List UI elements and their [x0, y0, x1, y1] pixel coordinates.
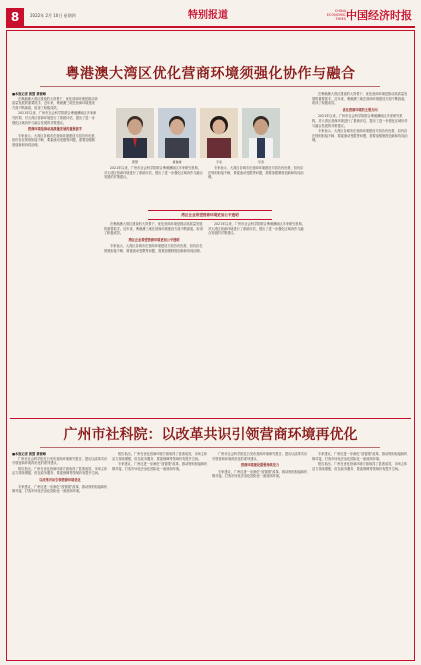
portrait-image: [200, 108, 238, 158]
subheading: 营商环境建设需要持续发力: [240, 463, 280, 468]
portrait-photo: [242, 108, 280, 158]
article1-col3: [208, 166, 306, 206]
paragraph: 在粤港澳大湾区建设的大背景下，优化营商环境是推动高质量发展的重要抓手。近年来，粤港澳三地在营商环境建设方面不断探索，取得了积极成效。: [104, 222, 203, 236]
headline-rule: [40, 86, 380, 87]
article1-headline: 粤港澳大湾区优化营商环境须强化协作与融合: [65, 66, 356, 82]
paragraph: 广州市社会科学院近日发布营商环境研究报告，提出以改革共识引领营商环境再优化的系列建议。: [212, 452, 308, 461]
paragraph: 2021年以来，广州市社会科学院联合粤港澳地区多家研究机构，对大湾区营商环境进行了系统评估，提出了进一步强化区域协作与融合发展的对策建议。: [312, 114, 408, 128]
paragraph: 报告指出，广州在优化营商环境方面取得了显著成效，市场主体活力持续增强，但在政务服务、要素保障等领域仍有提升空间。: [312, 462, 408, 471]
subheading: 以改革共识引领营商环境优化: [39, 477, 81, 482]
photo-caption: 郭慧: [131, 160, 138, 164]
paragraph: 在粤港澳大湾区建设的大背景下，优化营商环境是推动高质量发展的重要抓手。近年来，粤港澳三地在营商环境建设方面不断探索，取得了积极成效。: [12, 96, 98, 110]
paragraph: 报告指出，广州在优化营商环境方面取得了显著成效，市场主体活力持续增强，但在政务服务、要素保障等领域仍有提升空间。: [12, 466, 108, 476]
portrait-photo: [158, 108, 196, 158]
photo-caption: 学者: [257, 160, 264, 164]
article2-col2: [112, 452, 208, 652]
portrait-photo: [200, 108, 238, 158]
article2-col1: [12, 452, 108, 652]
boxed-subheading: 湾区企业希望营商环境更加公平透明: [148, 210, 272, 220]
photo-caption: 黄俊峰: [172, 160, 182, 164]
paragraph: 专家建议，广州应进一步深化“放管服”改革，推动规则衔接和机制对接，打造市场化法治化国际化一流营商环境。: [312, 452, 408, 461]
article1-col4: [312, 92, 408, 412]
paragraph: 专家建议，广州应进一步深化“放管服”改革，推动规则衔接和机制对接，打造市场化法治化国际化一流营商环境。: [212, 469, 308, 479]
paragraph: 专家表示，大湾区各城市在营商环境建设方面各有优势，但仍存在规则衔接不畅、要素流动受限等问题，需要加强制度创新和协同治理。: [208, 166, 304, 180]
headline-rule: [40, 447, 380, 448]
masthead-logo: 中国经济时报: [346, 9, 412, 22]
article2-byline: ■本报记者 郭慧 黄俊峰: [12, 452, 46, 456]
paragraph: 报告指出，广州在优化营商环境方面取得了显著成效，市场主体活力持续增强，但在政务服务、要素保障等领域仍有提升空间。: [112, 452, 208, 461]
portrait-image: [158, 108, 196, 158]
subheading: 营商环境是推动高质量发展的重要抓手: [27, 127, 83, 132]
paragraph: 2021年以来，广州市社会科学院联合粤港澳地区多家研究机构，对大湾区营商环境进行了系统评估，提出了进一步强化区域协作与融合发展的对策建议。: [104, 166, 203, 180]
paragraph: 2021年以来，广州市社会科学院联合粤港澳地区多家研究机构，对大湾区营商环境进行了系统评估，提出了进一步强化区域协作与融合发展的对策建议。: [12, 111, 97, 125]
header-rule: [6, 26, 415, 28]
page-header: [6, 6, 415, 28]
subheading: 优化营商环境的主要方向: [342, 107, 378, 112]
portrait-image: [116, 108, 154, 158]
date-line: 2022年 2月 10日 星期四: [30, 13, 76, 18]
masthead-english: CHINA ECONOMIC TIMES: [326, 9, 346, 21]
paragraph: 2021年以来，广州市社会科学院联合粤港澳地区多家研究机构，对大湾区营商环境进行了系统评估，提出了进一步强化区域协作与融合发展的对策建议。: [208, 222, 305, 236]
section-title: 特别报道: [188, 10, 228, 21]
article2-col3: [212, 452, 308, 652]
article1-byline: ■本报记者 郭慧 黄俊峰: [12, 92, 46, 96]
article-separator: [10, 418, 411, 419]
paragraph: 专家表示，大湾区各城市在营商环境建设方面各有优势，但仍存在规则衔接不畅、要素流动受限等问题，需要加强制度创新和协同治理。: [12, 133, 98, 147]
paragraph: 专家表示，大湾区各城市在营商环境建设方面各有优势，但仍存在规则衔接不畅、要素流动受限等问题，需要加强制度创新和协同治理。: [104, 244, 203, 253]
article1-col2b: [104, 222, 204, 412]
article2-col4: [312, 452, 408, 652]
paragraph: 专家表示，大湾区各城市在营商环境建设方面各有优势，但仍存在规则衔接不畅、要素流动受限等问题，需要加强制度创新和协同治理。: [312, 129, 408, 143]
article1-col1: [12, 92, 98, 412]
paragraph: 专家建议，广州应进一步深化“放管服”改革，推动规则衔接和机制对接，打造市场化法治化国际化一流营商环境。: [112, 462, 208, 471]
article1-col3b: [208, 222, 306, 412]
paragraph: 广州市社会科学院近日发布营商环境研究报告，提出以改革共识引领营商环境再优化的系列建议。: [12, 456, 108, 466]
portrait-photo: [116, 108, 154, 158]
paragraph: 专家建议，广州应进一步深化“放管服”改革，推动规则衔接和机制对接，打造市场化法治化国际化一流营商环境。: [12, 484, 108, 494]
photo-caption: 专家: [215, 160, 222, 164]
portrait-image: [242, 108, 280, 158]
article2-headline: 广州市社科院：以改革共识引领营商环境再优化: [63, 427, 358, 443]
article1-col2: [104, 166, 204, 206]
paragraph: 在粤港澳大湾区建设的大背景下，优化营商环境是推动高质量发展的重要抓手。近年来，粤港澳三地在营商环境建设方面不断探索，取得了积极成效。: [312, 92, 408, 106]
page-number: 8: [6, 8, 24, 26]
subheading: 湾区企业希望营商环境更加公平透明: [128, 237, 180, 242]
